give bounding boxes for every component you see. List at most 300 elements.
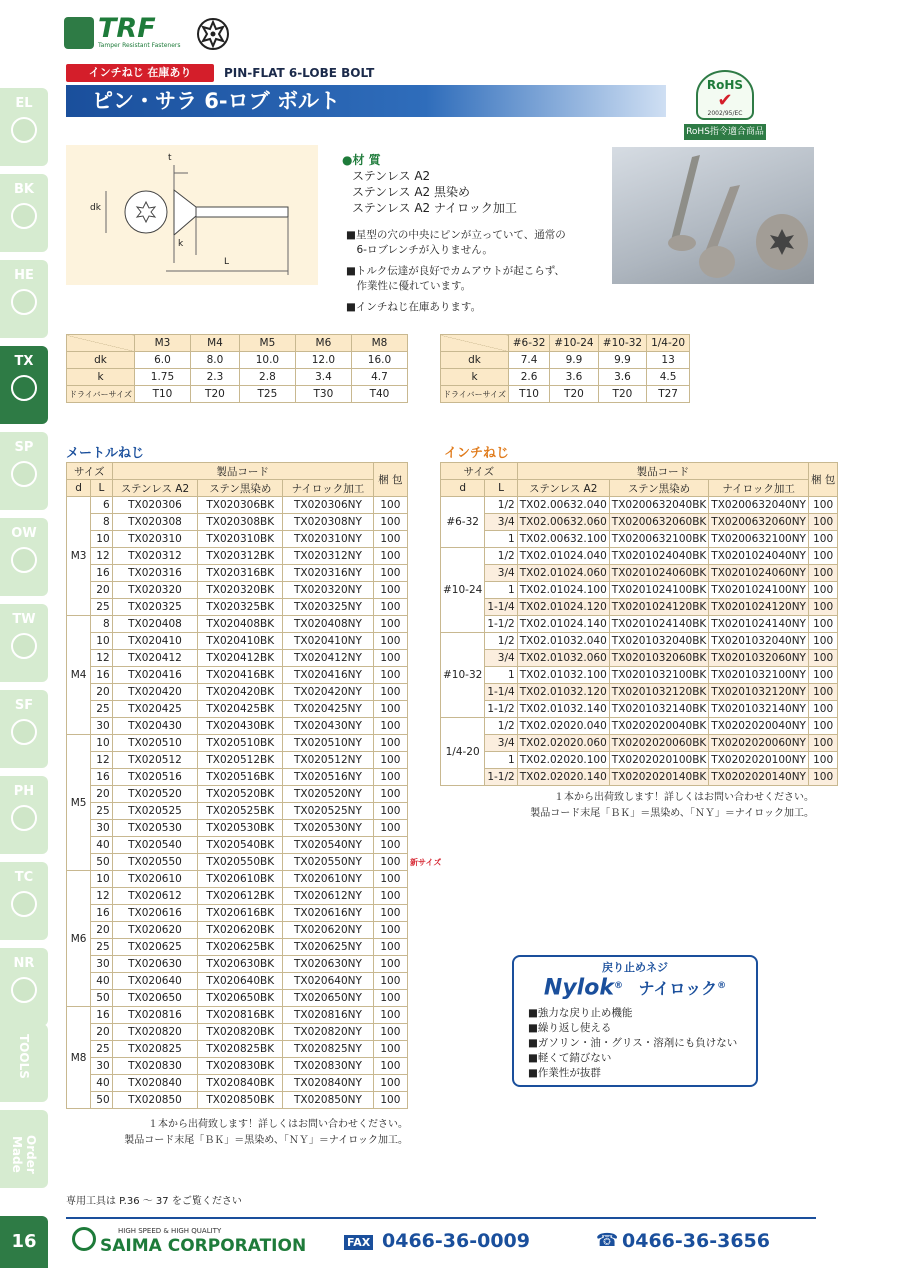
material-section <box>342 152 517 216</box>
table-row <box>67 956 408 973</box>
table-row <box>67 599 408 616</box>
code-bk-cell: TX020820BK <box>198 1024 283 1041</box>
company-name: SAIMA CORPORATION <box>100 1236 307 1256</box>
code-bk-cell: TX0200632040BK <box>609 497 709 514</box>
pack-cell: 100 <box>373 1058 407 1075</box>
pack-cell: 100 <box>373 548 407 565</box>
code-ny-cell: TX020525NY <box>283 803 374 820</box>
table-row <box>441 565 838 582</box>
tw-icon <box>11 633 37 659</box>
length-cell: 16 <box>91 769 112 786</box>
pack-cell: 100 <box>373 514 407 531</box>
code-ny-cell: TX020830NY <box>283 1058 374 1075</box>
code-ny-cell: TX0202020140NY <box>709 769 809 786</box>
code-a2-cell: TX020308 <box>112 514 198 531</box>
code-a2-cell: TX020540 <box>112 837 198 854</box>
table-row <box>67 871 408 888</box>
code-ny-cell: TX020825NY <box>283 1041 374 1058</box>
code-bk-cell: TX020430BK <box>198 718 283 735</box>
table-row <box>441 514 838 531</box>
sidebar-tab-bk[interactable]: BK <box>0 174 48 252</box>
sidebar-tab-he[interactable]: HE <box>0 260 48 338</box>
pack-cell: 100 <box>808 650 837 667</box>
table-row <box>441 633 838 650</box>
length-cell: 10 <box>91 531 112 548</box>
code-a2-cell: TX02.00632.060 <box>517 514 609 531</box>
length-cell: 10 <box>91 735 112 752</box>
rohs-caption: RoHS指令適合商品 <box>684 124 766 140</box>
length-cell: 30 <box>91 718 112 735</box>
code-ny-cell: TX020630NY <box>283 956 374 973</box>
pack-cell: 100 <box>373 701 407 718</box>
length-cell: 1 <box>485 531 517 548</box>
code-ny-cell: TX020620NY <box>283 922 374 939</box>
code-bk-cell: TX020320BK <box>198 582 283 599</box>
code-ny-cell: TX0200632040NY <box>709 497 809 514</box>
size-d-cell: M4 <box>67 616 91 735</box>
length-cell: 20 <box>91 1024 112 1041</box>
code-ny-cell: TX0201032040NY <box>709 633 809 650</box>
pack-cell: 100 <box>808 752 837 769</box>
length-cell: 12 <box>91 888 112 905</box>
code-a2-cell: TX02.00632.100 <box>517 531 609 548</box>
code-a2-cell: TX020410 <box>112 633 198 650</box>
code-a2-cell: TX020640 <box>112 973 198 990</box>
pack-cell: 100 <box>373 497 407 514</box>
trf-text: TRF <box>98 13 156 44</box>
code-bk-cell: TX020630BK <box>198 956 283 973</box>
bolts-photo-illustration <box>612 147 814 284</box>
code-ny-cell: TX020512NY <box>283 752 374 769</box>
code-a2-cell: TX020320 <box>112 582 198 599</box>
code-a2-cell: TX02.01024.140 <box>517 616 609 633</box>
saima-logo-icon <box>72 1227 96 1251</box>
code-a2-cell: TX02.01032.060 <box>517 650 609 667</box>
code-ny-cell: TX0201032120NY <box>709 684 809 701</box>
code-bk-cell: TX020612BK <box>198 888 283 905</box>
fax-number: 0466-36-0009 <box>382 1230 530 1252</box>
pack-cell: 100 <box>373 667 407 684</box>
code-bk-cell: TX0202020040BK <box>609 718 709 735</box>
pack-cell: 100 <box>808 684 837 701</box>
length-cell: 1/2 <box>485 718 517 735</box>
sf-icon <box>11 719 37 745</box>
code-a2-cell: TX02.02020.100 <box>517 752 609 769</box>
six-lobe-icon <box>196 17 230 51</box>
table-row <box>67 497 408 514</box>
code-bk-cell: TX020625BK <box>198 939 283 956</box>
nylok-top: 戻り止めネジ <box>602 961 668 974</box>
table-row <box>67 854 408 871</box>
length-cell: 25 <box>91 599 112 616</box>
table-row <box>67 803 408 820</box>
code-ny-cell: TX020308NY <box>283 514 374 531</box>
pack-cell: 100 <box>373 769 407 786</box>
pack-cell: 100 <box>373 854 407 871</box>
code-ny-cell: TX020430NY <box>283 718 374 735</box>
code-a2-cell: TX02.00632.040 <box>517 497 609 514</box>
pack-cell: 100 <box>808 769 837 786</box>
code-ny-cell: TX020312NY <box>283 548 374 565</box>
table-row <box>67 786 408 803</box>
pack-cell: 100 <box>808 548 837 565</box>
pack-cell: 100 <box>373 735 407 752</box>
length-cell: 1-1/2 <box>485 769 517 786</box>
code-ny-cell: TX020540NY <box>283 837 374 854</box>
table-row <box>67 1075 408 1092</box>
check-icon: ✔ <box>717 90 733 111</box>
length-cell: 25 <box>91 939 112 956</box>
code-ny-cell: TX0201024060NY <box>709 565 809 582</box>
code-bk-cell: TX0202020100BK <box>609 752 709 769</box>
table-row <box>67 1007 408 1024</box>
code-a2-cell: TX020430 <box>112 718 198 735</box>
pack-cell: 100 <box>373 633 407 650</box>
table-row <box>67 990 408 1007</box>
product-photo <box>612 147 814 284</box>
length-cell: 30 <box>91 956 112 973</box>
table-row <box>67 667 408 684</box>
table-row <box>67 582 408 599</box>
code-a2-cell: TX020830 <box>112 1058 198 1075</box>
sidebar-tab-nr[interactable]: NR <box>0 948 48 1026</box>
tx-icon <box>11 375 37 401</box>
code-bk-cell: TX0201024060BK <box>609 565 709 582</box>
code-a2-cell: TX020525 <box>112 803 198 820</box>
code-ny-cell: TX020510NY <box>283 735 374 752</box>
code-bk-cell: TX0201032100BK <box>609 667 709 684</box>
code-a2-cell: TX02.01032.100 <box>517 667 609 684</box>
length-cell: 1 <box>485 667 517 684</box>
table-row <box>441 582 838 599</box>
code-ny-cell: TX020640NY <box>283 973 374 990</box>
metric-notes: １本から出荷致します！詳しくはお問い合わせください。 製品コード末尾「ＢＫ」＝黒染め、「ＮＹ」＝ナイロック加工。 <box>124 1119 408 1146</box>
length-cell: 20 <box>91 786 112 803</box>
length-cell: 50 <box>91 990 112 1007</box>
code-a2-cell: TX02.02020.140 <box>517 769 609 786</box>
nylok-box <box>512 955 758 1087</box>
fax-label: FAX <box>344 1235 373 1250</box>
code-bk-cell: TX020616BK <box>198 905 283 922</box>
length-cell: 1 <box>485 752 517 769</box>
pack-cell: 100 <box>373 803 407 820</box>
table-row <box>67 922 408 939</box>
sidebar-tab-ow[interactable]: OW <box>0 518 48 596</box>
sidebar-tab-sf[interactable]: SF <box>0 690 48 768</box>
pack-cell: 100 <box>373 565 407 582</box>
pack-cell: 100 <box>373 888 407 905</box>
code-a2-cell: TX02.02020.060 <box>517 735 609 752</box>
code-ny-cell: TX020320NY <box>283 582 374 599</box>
code-bk-cell: TX020408BK <box>198 616 283 633</box>
code-a2-cell: TX020306 <box>112 497 198 514</box>
code-a2-cell: TX020420 <box>112 684 198 701</box>
length-cell: 1 <box>485 582 517 599</box>
pack-cell: 100 <box>808 701 837 718</box>
code-bk-cell: TX020416BK <box>198 667 283 684</box>
length-cell: 3/4 <box>485 650 517 667</box>
table-row <box>67 565 408 582</box>
code-bk-cell: TX020410BK <box>198 633 283 650</box>
pack-cell: 100 <box>373 531 407 548</box>
table-row <box>67 973 408 990</box>
pack-cell: 100 <box>373 650 407 667</box>
pack-cell: 100 <box>808 531 837 548</box>
code-ny-cell: TX0201032140NY <box>709 701 809 718</box>
table-row <box>441 718 838 735</box>
code-bk-cell: TX020830BK <box>198 1058 283 1075</box>
inch-title: インチねじ <box>444 446 510 461</box>
table-row <box>441 735 838 752</box>
code-ny-cell: TX020610NY <box>283 871 374 888</box>
stock-badge: インチねじ 在庫あり <box>66 64 214 82</box>
ow-icon <box>11 547 37 573</box>
table-row <box>67 735 408 752</box>
code-bk-cell: TX020816BK <box>198 1007 283 1024</box>
code-bk-cell: TX020516BK <box>198 769 283 786</box>
table-row <box>441 701 838 718</box>
code-bk-cell: TX020308BK <box>198 514 283 531</box>
length-cell: 20 <box>91 684 112 701</box>
code-bk-cell: TX0200632060BK <box>609 514 709 531</box>
code-ny-cell: TX0201032100NY <box>709 667 809 684</box>
company-tag: HIGH SPEED & HIGH QUALITY <box>118 1227 222 1235</box>
pack-cell: 100 <box>808 616 837 633</box>
pack-cell: 100 <box>373 752 407 769</box>
code-bk-cell: TX020520BK <box>198 786 283 803</box>
table-row <box>67 939 408 956</box>
length-cell: 20 <box>91 582 112 599</box>
pack-cell: 100 <box>373 582 407 599</box>
code-a2-cell: TX020512 <box>112 752 198 769</box>
trf-logo <box>64 13 184 51</box>
table-row <box>441 599 838 616</box>
metric-product-table: サイズ 製品コード 梱 包 d L ステンレス A2 ステン黒染め ナイロック加工 M3 6 TX020306 TX020306BK TX020306NY 100 8 TX020308 TX020308BK TX020308NY 100 10 TX020310 TX020310BK TX020310NY 100 12 TX020312 TX020312BK TX020312NY 100 16 TX020316 TX020316BK TX020316NY 100 20 TX020320 TX020320BK TX020320NY 100 25 TX020325 TX020325BK TX020325NY 100 M4 8 TX020408 TX020408BK TX020408NY 100 10 TX020410 TX020410BK TX020410NY 100 12 TX020412 TX020412BK TX020412NY 100 16 TX020416 TX020416BK TX020416NY 100 20 TX020420 TX020420BK TX020420NY 100 25 TX020425 TX020425BK TX020425NY 100 30 TX020430 TX020430BK TX020430NY 100 M5 10 TX020510 TX020510BK TX020510NY 100 12 TX020512 TX020512BK TX020512NY 100 16 TX020516 TX020516BK TX020516NY 100 20 TX020520 TX020520BK TX020520NY 100 25 TX020525 TX020525BK TX020525NY 100 30 TX020530 TX020530BK TX020530NY 100 40 TX020540 TX020540BK TX020540NY 100 50 TX020550 TX020550BK TX020550NY 100 M6 10 TX020610 TX020610BK TX020610NY 100 12 TX020612 TX020612BK TX020612NY 100 16 TX020616 TX020616BK TX020616NY 100 20 TX020620 TX020620BK TX020620NY 100 25 TX020625 TX020625BK TX020625NY 100 30 TX020630 TX020630BK TX020630NY 100 40 TX020640 TX020640BK TX020640NY 100 50 TX020650 TX020650BK TX020650NY 100 M8 16 TX020816 TX020816BK TX020816NY 100 20 TX020820 TX020820BK TX020820NY 100 25 TX020825 TX020825BK TX020825NY 100 30 TX020830 TX020830BK TX020830NY 100 40 TX020840 TX020840BK TX020840NY 100 50 TX020850 TX020850BK TX020850NY 100 <box>66 462 408 1109</box>
pack-cell: 100 <box>808 718 837 735</box>
bk-icon <box>11 203 37 229</box>
code-a2-cell: TX020310 <box>112 531 198 548</box>
code-a2-cell: TX020550 <box>112 854 198 871</box>
size-d-cell: M5 <box>67 735 91 871</box>
sidebar-tab-order-made[interactable]: Order Made <box>0 1110 48 1188</box>
code-a2-cell: TX020416 <box>112 667 198 684</box>
table-row <box>441 616 838 633</box>
code-bk-cell: TX020310BK <box>198 531 283 548</box>
table-row <box>441 752 838 769</box>
sidebar-tab-el[interactable]: EL <box>0 88 48 166</box>
table-row <box>441 497 838 514</box>
length-cell: 12 <box>91 752 112 769</box>
code-a2-cell: TX02.01032.040 <box>517 633 609 650</box>
inch-dimension-table: #6-32 #10-24 #10-32 1/4-20 dk 7.4 9.9 9.9 13 k 2.6 3.6 3.6 4.5 ドライバーサイズ T10 T20 T20 T27 <box>440 334 690 403</box>
table-row <box>441 684 838 701</box>
length-cell: 1-1/2 <box>485 616 517 633</box>
code-a2-cell: TX020825 <box>112 1041 198 1058</box>
pack-cell: 100 <box>373 1024 407 1041</box>
code-ny-cell: TX020820NY <box>283 1024 374 1041</box>
nylok-kana: ナイロック <box>638 979 718 999</box>
code-bk-cell: TX0201024040BK <box>609 548 709 565</box>
code-a2-cell: TX020325 <box>112 599 198 616</box>
sidebar-tab-tools[interactable]: TOOLS <box>0 1024 48 1102</box>
length-cell: 50 <box>91 854 112 871</box>
table-row <box>67 701 408 718</box>
code-bk-cell: TX020620BK <box>198 922 283 939</box>
code-ny-cell: TX020612NY <box>283 888 374 905</box>
code-bk-cell: TX0202020140BK <box>609 769 709 786</box>
inch-product-table: サイズ 製品コード 梱 包 d L ステンレス A2 ステン黒染め ナイロック加工 #6-32 1/2 TX02.00632.040 TX0200632040BK TX0200632040NY 100 3/4 TX02.00632.060 TX0200632060BK TX0200632060NY 100 1 TX02.00632.100 TX0200632100BK TX0200632100NY 100 #10-24 1/2 TX02.01024.040 TX0201024040BK TX0201024040NY 100 3/4 TX02.01024.060 TX0201024060BK TX0201024060NY 100 1 TX02.01024.100 TX0201024100BK TX0201024100NY 100 1-1/4 TX02.01024.120 TX0201024120BK TX0201024120NY 100 1-1/2 TX02.01024.140 TX0201024140BK TX0201024140NY 100 #10-32 1/2 TX02.01032.040 TX0201032040BK TX0201032040NY 100 3/4 TX02.01032.060 TX0201032060BK TX0201032060NY 100 1 TX02.01032.100 TX0201032100BK TX0201032100NY 100 1-1/4 TX02.01032.120 TX0201032120BK TX0201032120NY 100 1-1/2 TX02.01032.140 TX0201032140BK TX0201032140NY 100 1/4-20 1/2 TX02.02020.040 TX0202020040BK TX0202020040NY 100 3/4 TX02.02020.060 TX0202020060BK TX0202020060NY 100 1 TX02.02020.100 TX0202020100BK TX0202020100NY 100 1-1/2 TX02.02020.140 TX0202020140BK TX0202020140NY 100 <box>440 462 838 786</box>
size-d-cell: M8 <box>67 1007 91 1109</box>
nylok-brand-row: Nylok® ナイロック® <box>543 975 727 1001</box>
sidebar-tab-tw[interactable]: TW <box>0 604 48 682</box>
code-bk-cell: TX0201032060BK <box>609 650 709 667</box>
code-a2-cell: TX02.01032.120 <box>517 684 609 701</box>
code-ny-cell: TX020310NY <box>283 531 374 548</box>
code-a2-cell: TX02.01024.040 <box>517 548 609 565</box>
code-a2-cell: TX020520 <box>112 786 198 803</box>
code-a2-cell: TX020630 <box>112 956 198 973</box>
new-size-label: 新サイズ <box>410 858 442 867</box>
bolt-drawing: t dk k L <box>66 145 318 285</box>
length-cell: 50 <box>91 1092 112 1109</box>
nr-icon <box>11 977 37 1003</box>
length-cell: 8 <box>91 616 112 633</box>
code-bk-cell: TX020510BK <box>198 735 283 752</box>
code-a2-cell: TX020620 <box>112 922 198 939</box>
material-line: ステンレス A2 ナイロック加工 <box>352 201 517 215</box>
code-bk-cell: TX0201024140BK <box>609 616 709 633</box>
length-cell: 40 <box>91 837 112 854</box>
code-ny-cell: TX020816NY <box>283 1007 374 1024</box>
length-cell: 3/4 <box>485 565 517 582</box>
length-cell: 30 <box>91 1058 112 1075</box>
code-ny-cell: TX020530NY <box>283 820 374 837</box>
code-a2-cell: TX020312 <box>112 548 198 565</box>
length-cell: 8 <box>91 514 112 531</box>
code-ny-cell: TX020408NY <box>283 616 374 633</box>
length-cell: 12 <box>91 650 112 667</box>
sidebar-tab-tc[interactable]: TC <box>0 862 48 940</box>
code-a2-cell: TX02.01032.140 <box>517 701 609 718</box>
length-cell: 30 <box>91 820 112 837</box>
product-subtitle: PIN-FLAT 6-LOBE BOLT <box>224 66 375 80</box>
code-ny-cell: TX020516NY <box>283 769 374 786</box>
code-bk-cell: TX0201024100BK <box>609 582 709 599</box>
length-cell: 1/2 <box>485 497 517 514</box>
page-number: 16 <box>0 1216 48 1268</box>
code-ny-cell: TX0201032060NY <box>709 650 809 667</box>
pack-cell: 100 <box>373 939 407 956</box>
code-a2-cell: TX02.01024.060 <box>517 565 609 582</box>
code-a2-cell: TX020850 <box>112 1092 198 1109</box>
bolt-diagram <box>66 145 318 285</box>
code-ny-cell: TX020325NY <box>283 599 374 616</box>
code-ny-cell: TX020306NY <box>283 497 374 514</box>
size-d-cell: 1/4-20 <box>441 718 485 786</box>
code-ny-cell: TX020410NY <box>283 633 374 650</box>
table-row <box>67 633 408 650</box>
code-a2-cell: TX020610 <box>112 871 198 888</box>
material-line: ステンレス A2 <box>352 169 431 183</box>
length-cell: 1-1/4 <box>485 599 517 616</box>
code-bk-cell: TX020525BK <box>198 803 283 820</box>
code-ny-cell: TX0202020040NY <box>709 718 809 735</box>
table-row <box>67 1058 408 1075</box>
size-d-cell: #6-32 <box>441 497 485 548</box>
code-bk-cell: TX020420BK <box>198 684 283 701</box>
pack-cell: 100 <box>373 990 407 1007</box>
metric-title: メートルねじ <box>66 446 145 461</box>
code-ny-cell: TX0202020060NY <box>709 735 809 752</box>
size-d-cell: M3 <box>67 497 91 616</box>
code-ny-cell: TX0201024100NY <box>709 582 809 599</box>
code-a2-cell: TX020412 <box>112 650 198 667</box>
code-a2-cell: TX020530 <box>112 820 198 837</box>
code-ny-cell: TX0201024120NY <box>709 599 809 616</box>
code-ny-cell: TX0201024040NY <box>709 548 809 565</box>
sp-icon <box>11 461 37 487</box>
table-row <box>441 769 838 786</box>
code-ny-cell: TX0200632100NY <box>709 531 809 548</box>
code-a2-cell: TX020625 <box>112 939 198 956</box>
code-a2-cell: TX020612 <box>112 888 198 905</box>
length-cell: 16 <box>91 667 112 684</box>
length-cell: 16 <box>91 905 112 922</box>
code-a2-cell: TX020820 <box>112 1024 198 1041</box>
material-line: ステンレス A2 黒染め <box>352 185 470 199</box>
length-cell: 40 <box>91 973 112 990</box>
length-cell: 1/2 <box>485 633 517 650</box>
table-row <box>67 616 408 633</box>
length-cell: 1/2 <box>485 548 517 565</box>
page-title: ピン・サラ 6-ロブ ボルト <box>92 89 340 113</box>
pack-cell: 100 <box>373 599 407 616</box>
pack-cell: 100 <box>808 735 837 752</box>
table-row <box>67 548 408 565</box>
code-bk-cell: TX020512BK <box>198 752 283 769</box>
size-d-cell: #10-24 <box>441 548 485 633</box>
code-a2-cell: TX020316 <box>112 565 198 582</box>
pack-cell: 100 <box>373 956 407 973</box>
table-row <box>67 752 408 769</box>
code-bk-cell: TX020540BK <box>198 837 283 854</box>
pack-cell: 100 <box>373 786 407 803</box>
sidebar-tab-ph[interactable]: PH <box>0 776 48 854</box>
table-row <box>67 769 408 786</box>
el-icon <box>11 117 37 143</box>
pack-cell: 100 <box>808 497 837 514</box>
pack-cell: 100 <box>373 922 407 939</box>
code-a2-cell: TX020425 <box>112 701 198 718</box>
tc-icon <box>11 891 37 917</box>
table-row <box>67 837 408 854</box>
sidebar-tab-sp[interactable]: SP <box>0 432 48 510</box>
he-icon <box>11 289 37 315</box>
sidebar-tab-tx[interactable]: TX <box>0 346 48 424</box>
nylok-features: ■強力な戻り止め機能 ■繰り返し使える ■ガソリン・油・グリス・溶剤にも負けない ■軽くて錆びない ■作業性が抜群 <box>528 1007 738 1080</box>
code-bk-cell: TX020640BK <box>198 973 283 990</box>
length-cell: 16 <box>91 565 112 582</box>
table-row <box>67 1041 408 1058</box>
code-bk-cell: TX020412BK <box>198 650 283 667</box>
length-cell: 25 <box>91 803 112 820</box>
pack-cell: 100 <box>808 582 837 599</box>
table-row <box>67 718 408 735</box>
length-cell: 10 <box>91 633 112 650</box>
table-row <box>441 548 838 565</box>
code-ny-cell: TX020625NY <box>283 939 374 956</box>
pack-cell: 100 <box>808 633 837 650</box>
